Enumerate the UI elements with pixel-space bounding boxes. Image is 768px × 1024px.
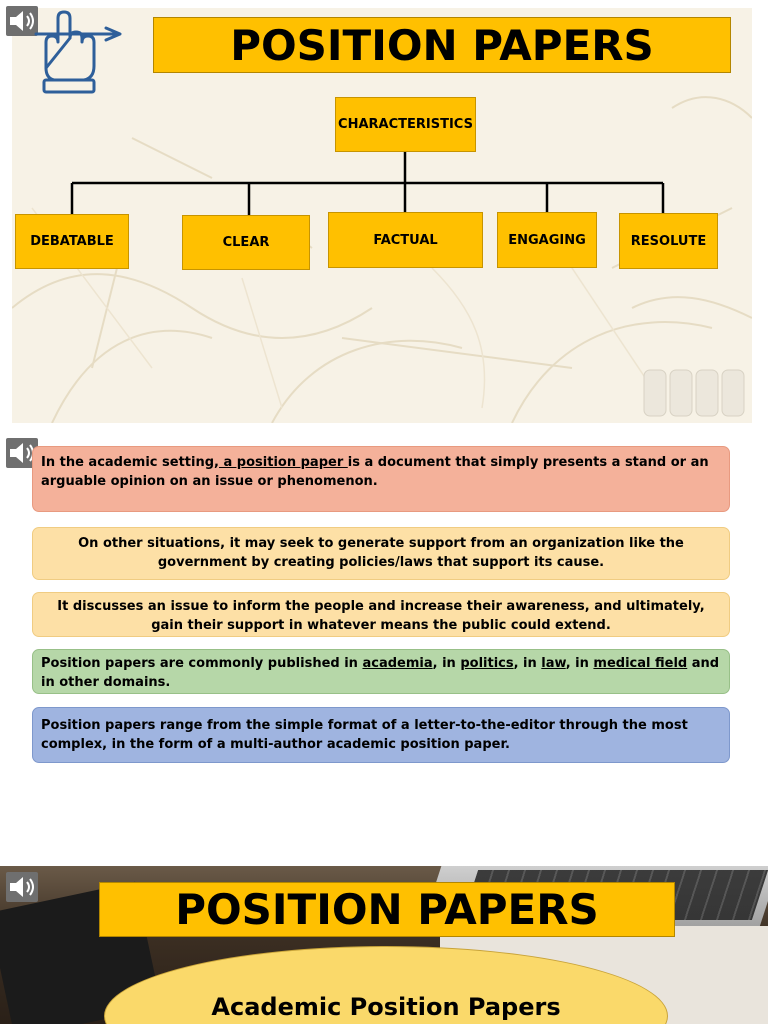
slide-characteristics (0, 0, 768, 430)
publication-box (32, 649, 730, 694)
node-factual: FACTUAL (328, 212, 483, 268)
publication-text-end: and in other domains. (41, 656, 720, 690)
definition-text-end: is a document that simply presents a stand or an arguable opinion on an issue or phenomenon. (41, 455, 709, 489)
publication-text: Position papers are commonly published in (41, 656, 363, 671)
node-clear: CLEAR (182, 215, 310, 270)
publication-separator: , in (432, 656, 461, 671)
awareness-box: It discusses an issue to inform the people and increase their awareness, and ultimately, gain their support in whatever means the public could extend. (32, 592, 730, 637)
speaker-icon[interactable] (6, 872, 38, 902)
characteristics-root-box: CHARACTERISTICS (335, 97, 476, 152)
medical-field-link[interactable]: medical field (593, 656, 688, 671)
slide-definition (0, 430, 768, 866)
format-range-box: Position papers range from the simple format of a letter-to-the-editor through the most complex, in the form of a multi-author academic position paper. (32, 707, 730, 763)
academia-link[interactable]: academia (362, 656, 433, 671)
definition-box (32, 446, 730, 512)
support-box: On other situations, it may seek to generate support from an organization like the government by creating policies/laws that support its cause. (32, 527, 730, 580)
slide-title: POSITION PAPERS (99, 882, 675, 937)
node-debatable: DEBATABLE (15, 214, 129, 269)
definition-text-start: In the academic setting, (41, 455, 219, 470)
node-resolute: RESOLUTE (619, 213, 718, 269)
slide-subtitle: Academic Position Papers (211, 993, 561, 1021)
politics-link[interactable]: politics (460, 656, 514, 671)
node-engaging: ENGAGING (497, 212, 597, 268)
slide-title: POSITION PAPERS (153, 17, 731, 73)
publication-separator: , in (565, 656, 594, 671)
law-link[interactable]: law (541, 656, 566, 671)
publication-separator: , in (513, 656, 542, 671)
position-paper-link[interactable]: a position paper (218, 455, 348, 470)
